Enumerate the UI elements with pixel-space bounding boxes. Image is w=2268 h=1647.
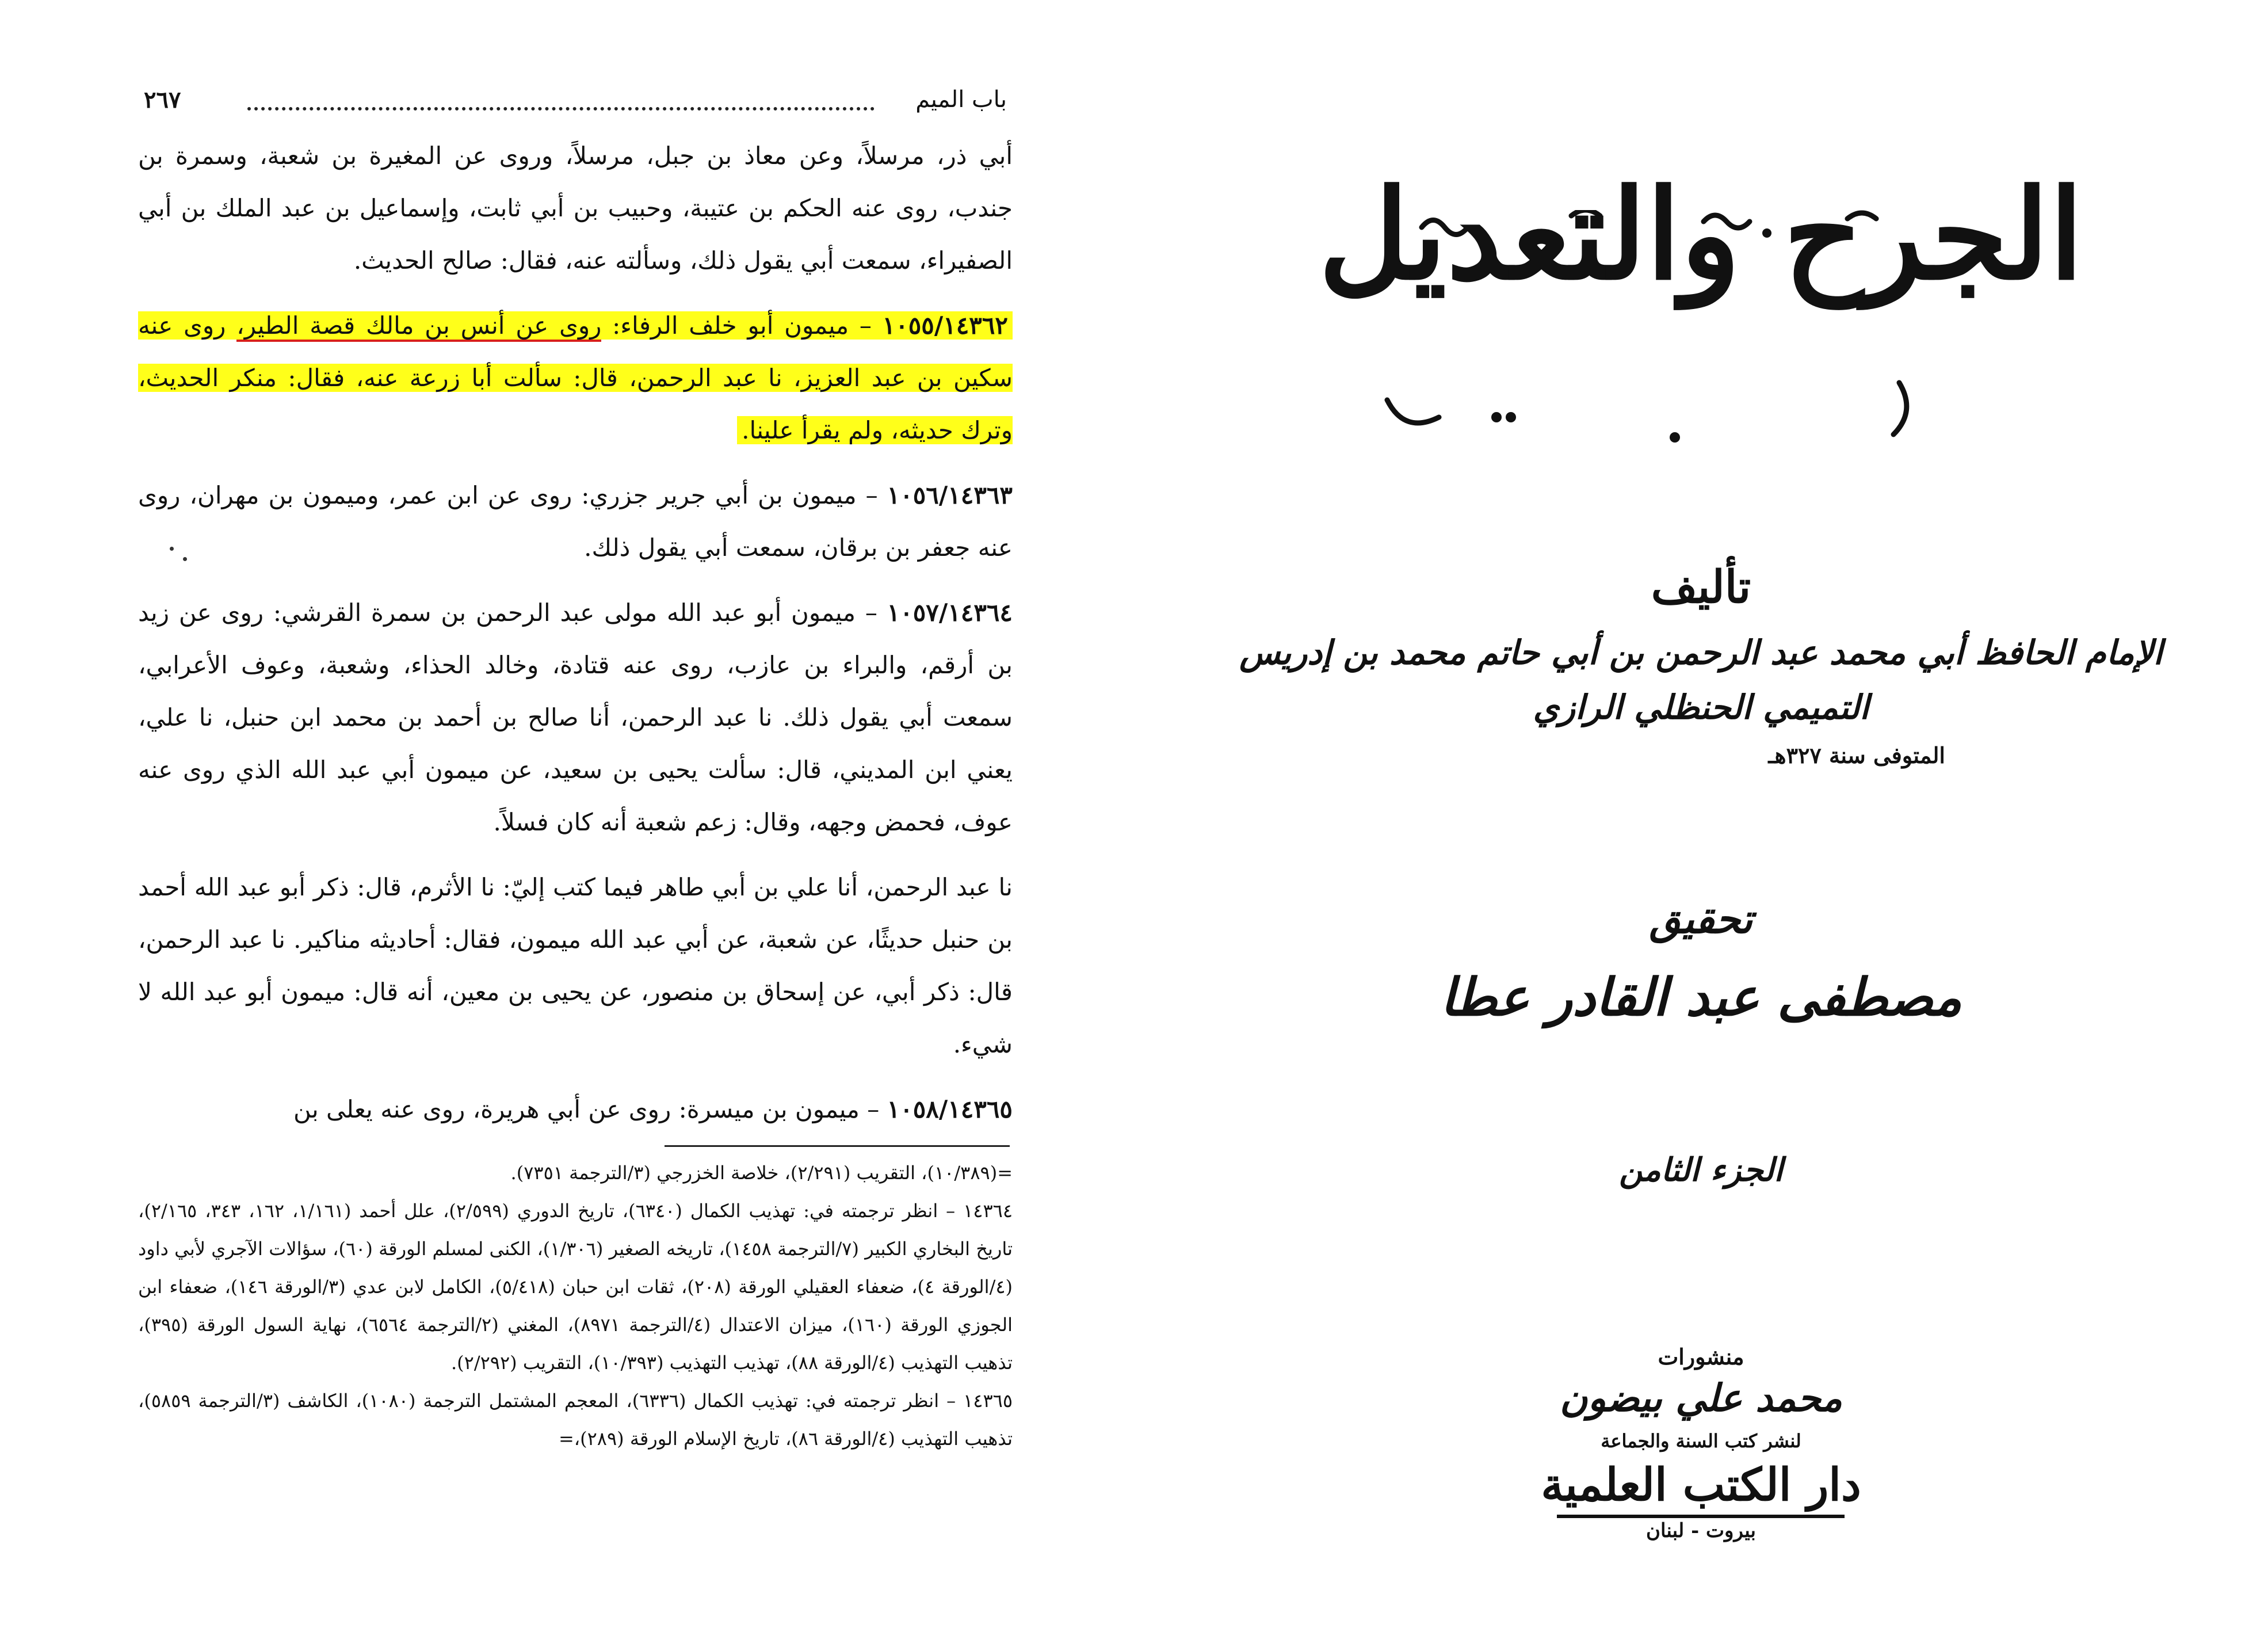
text-segment: روى عنه سكين بن عبد العزيز، نا عبد الرحمن، قال: سألت أبا زرعة عنه، فقال: منكر الحديث، وترك حديثه، ولم يقرأ علينا. — [138, 311, 1013, 444]
paragraph — [138, 299, 1013, 456]
entry-number: ١٠٥٨/١٤٣٦٥ — [887, 1095, 1013, 1123]
text-segment: أبي ذر، مرسلاً، وعن معاذ بن جبل، مرسلاً، وروى عن المغيرة بن شعبة، وسمرة بن جندب، روى عنه الحكم بن عتيبة، وحبيب بن أبي ثابت، وإسماعيل بن عبد الملك بن أبي الصفيراء، سمعت أبي يقول ذلك، وسألته عنه، فقال: صالح الحديث. — [138, 142, 1013, 274]
highlighted-passage — [138, 311, 1013, 444]
author-death-date: المتوفى سنة ٣٢٧هـ — [1768, 742, 1945, 768]
publisher-rule — [1557, 1515, 1845, 1518]
publishing-house: دار الكتب العلمية — [1541, 1459, 1861, 1511]
entry-number: ١٠٥٧/١٤٣٦٤ — [887, 598, 1013, 627]
entry-number: ١٠٥٦/١٤٣٦٣ — [887, 481, 1013, 509]
editing-label: تحقيق — [1649, 895, 1753, 943]
paragraph — [138, 469, 1013, 574]
underlined-phrase: روى عن أنس بن مالك قصة الطير، — [236, 311, 601, 342]
text-segment: – ميمون بن ميسرة: روى عن أبي هريرة، روى عنه يعلى بن — [293, 1095, 887, 1123]
right-page — [1134, 0, 2268, 1647]
paragraph — [138, 861, 1013, 1070]
publisher-label: منشورات — [1658, 1344, 1744, 1370]
footnote: =(١٠/٣٨٩)، التقريب (٢/٢٩١)، خلاصة الخزرجي (٣/الترجمة ٧٣٥١). — [510, 1162, 1013, 1184]
text-segment: – ميمون بن أبي جرير جزري: روى عن ابن عمر، وميمون بن مهران، روى عنه جعفر بن برقان، سمعت أبي يقول ذلك. — [138, 481, 1013, 562]
footnote-divider — [665, 1145, 1010, 1147]
text-segment: – ميمون أبو عبد الله مولى عبد الرحمن بن سمرة القرشي: روى عن زيد بن أرقم، والبراء بن عازب، روى عنه قتادة، وخالد الحذاء، وشعبة، وعوف الأعرابي، سمعت أبي يقول ذلك. نا عبد الرحمن، أنا صالح بن أحمد بن محمد ابن حنبل، نا علي، يعني ابن المديني، قال: سألت يحيى بن سعيد، عن ميمون أبي عبد الله الذي روى عنه عوف، فحمض وجهه، وقال: زعم شعبة أنه كان فسلاً. — [138, 598, 1013, 836]
leader-dots — [247, 101, 875, 110]
publisher-description: لنشر كتب السنة والجماعة — [1601, 1430, 1801, 1452]
publisher-name: محمد علي بيضون — [1559, 1375, 1843, 1420]
chapter-title: باب الميم — [915, 86, 1007, 113]
paragraph — [138, 586, 1013, 848]
paragraph — [138, 129, 1013, 287]
body-text — [138, 129, 1013, 1135]
editor-name: مصطفى عبد القادر عطا — [1440, 967, 1962, 1028]
author-name-line2: التميمي الحنظلي الرازي — [1533, 688, 1869, 727]
footnote: ١٤٣٦٤ – انظر ترجمته في: تهذيب الكمال (٦٣٤٠)، تاريخ الدوري (٢/٥٩٩)، علل أحمد (١/١٦١، ١٦٢، ٣٤٣، ٢/١٦٥)، تاريخ البخاري الكبير (٧/الترجمة ١٤٥٨)، تاريخه الصغير (١/٣٠٦)، الكنى لمسلم الورقة (٦٠)، سؤالات الآجري لأبي داود (٤/الورقة ٤)، ضعفاء العقيلي الورقة (٢٠٨)، ثقات ابن حبان (٥/٤١٨)، الكامل لابن عدي (٣/الورقة ١٤٦)، ضعفاء ابن الجوزي الورقة (١٦٠)، ميزان الاعتدال (٤/الترجمة ٨٩٧١)، المغني (٢/الترجمة ٦٥٦٤)، نهاية السول الورقة (٣٩٥)، تذهيب التهذيب (٤/الورقة ٨٨)، تهذيب التهذيب (١٠/٣٩٣)، التقريب (٢/٢٩٢). — [138, 1200, 1013, 1374]
text-segment: نا عبد الرحمن، أنا علي بن أبي طاهر فيما كتب إليّ: نا الأثرم، قال: ذكر أبو عبد الله أحمد بن حنبل حديثًا، عن شعبة، عن أبي عبد الله ميمون، فقال: أحاديثه مناكير. نا عبد الرحمن، قال: ذكر أبي، عن إسحاق بن منصور، عن يحيى بن معين، أنه قال: ميمون أبو عبد الله لا شيء. — [138, 873, 1013, 1058]
text-segment: – ميمون أبو خلف الرفاء: — [601, 311, 883, 340]
paragraph — [138, 1083, 1013, 1135]
book-title: الجرح والتعديل — [1318, 162, 2084, 307]
author-name-line1: الإمام الحافظ أبي محمد عبد الرحمن بن أبي حاتم محمد بن إدريس — [1239, 633, 2163, 672]
authorship-label: تأليف — [1651, 561, 1751, 613]
volume-label: الجزء الثامن — [1619, 1151, 1783, 1189]
publisher-city: بيروت - لبنان — [1646, 1519, 1756, 1542]
footnote: ١٤٣٦٥ – انظر ترجمته في: تهذيب الكمال (٦٣٣٦)، المعجم المشتمل الترجمة (١٠٨٠)، الكاشف (٣/الترجمة ٥٨٥٩)، تذهيب التهذيب (٤/الورقة ٨٦)، تاريخ الإسلام الورقة (٢٨٩)،= — [138, 1390, 1013, 1450]
footnotes — [138, 1154, 1013, 1458]
scan-speck — [183, 557, 187, 561]
running-head — [144, 86, 1007, 127]
entry-number: ١٠٥٥/١٤٣٦٢ — [882, 311, 1008, 340]
page-number: ٢٦٧ — [144, 86, 181, 113]
scan-speck — [170, 547, 174, 551]
